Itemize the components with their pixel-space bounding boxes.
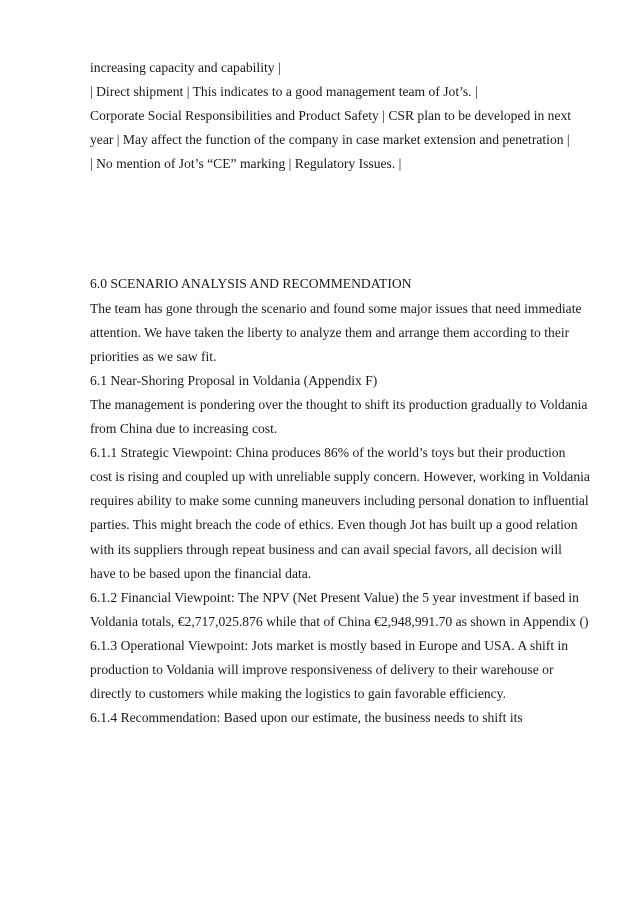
subsection-intro-paragraph: The management is pondering over the thought to shift its production gradually to Voldania from China due to increasing cost. bbox=[90, 396, 588, 437]
strategic-viewpoint-paragraph: 6.1.1 Strategic Viewpoint: China produces 86% of the world’s toys but their production cost is rising and coupled up with unreliable supply concern. However, working in Voldania requires ability to make some cunning maneuvers including personal donation to influential parties. This might breach the code of ethics. Even though Jot has built up a good relation with its suppliers through repeat business and can avail special favors, all decision will have to be based upon the financial data. bbox=[90, 445, 590, 581]
blank-space bbox=[90, 176, 590, 272]
table-row-fragment-capacity: increasing capacity and capability | bbox=[90, 60, 281, 75]
section-heading: 6.0 SCENARIO ANALYSIS AND RECOMMENDATION bbox=[90, 276, 412, 292]
subsection-heading: 6.1 Near-Shoring Proposal in Voldania (Appendix F) bbox=[90, 372, 378, 388]
recommendation-paragraph: 6.1.4 Recommendation: Based upon our estimate, the business needs to shift its bbox=[90, 710, 523, 726]
table-row-ce-marking: | No mention of Jot’s “CE” marking | Regulatory Issues. | bbox=[90, 156, 402, 172]
section-intro-paragraph: The team has gone through the scenario and found some major issues that need immediate attention. We have taken the liberty to analyze them and arrange them according to their priorities as we saw fit. bbox=[90, 300, 582, 364]
table-row-csr: Corporate Social Responsibilities and Product Safety | CSR plan to be developed in next year | May affect the function of the company in case market extension and penetration | bbox=[90, 108, 572, 148]
financial-viewpoint-paragraph: 6.1.2 Financial Viewpoint: The NPV (Net Present Value) the 5 year investment if based in Voldania totals, €2,717,025.876 while that of China €2,948,991.70 as shown in Appendix () bbox=[90, 589, 589, 629]
operational-viewpoint-paragraph: 6.1.3 Operational Viewpoint: Jots market is mostly based in Europe and USA. A shift in production to Voldania will improve responsiveness of delivery to their warehouse or directly to customers while making the logistics to gain favorable efficiency. bbox=[90, 637, 569, 702]
document-body bbox=[90, 56, 590, 730]
table-row-direct-shipment: | Direct shipment | This indicates to a good management team of Jot’s. | bbox=[90, 84, 478, 100]
